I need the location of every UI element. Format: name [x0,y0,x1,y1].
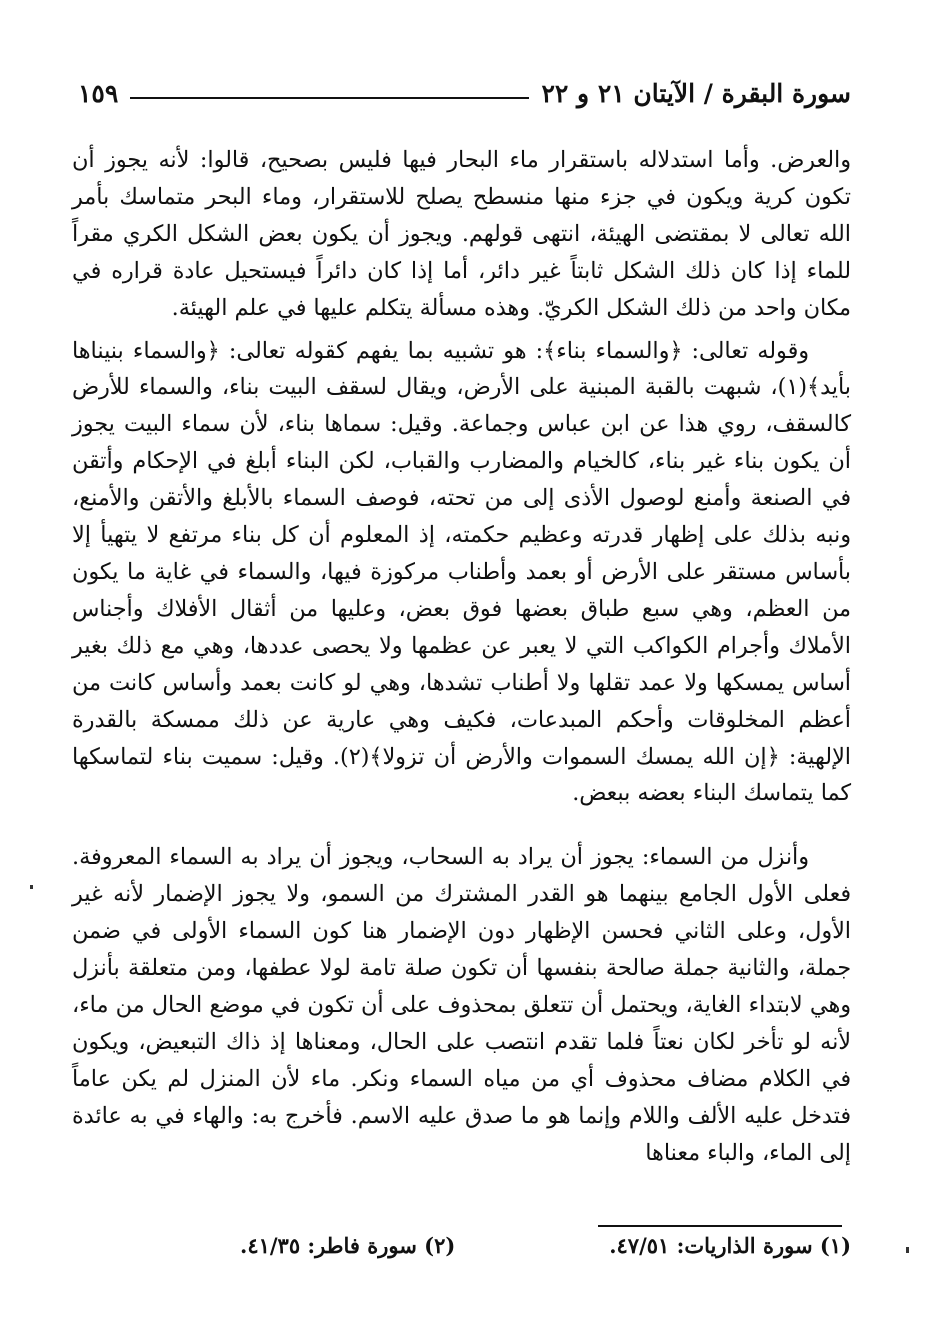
scan-speck [906,1247,909,1253]
footnote: (٢) سورة فاطر: ٤١/٣٥. [240,1233,456,1258]
footnotes [240,1230,851,1262]
running-header [78,66,851,106]
header-rule [130,97,529,99]
paragraph: وقوله تعالى: ﴿والسماء بناء﴾: هو تشبيه بما يفهم كقوله تعالى: ﴿والسماء بنيناها بأيد﴾(١)، شبهت بالقبة المبنية على الأرض، ويقال لسقف البيت بناء، والسماء للأرض كالسقف، روي هذا عن ابن عباس وجماعة. وقيل: سماها بناء، لأن سماء البيت يجوز أن يكون بناء غير بناء، كالخيام والمضارب والقباب، لكن البناء أبلغ في الإحكام وأتقن في الصنعة وأمنع لوصول الأذى إلى من تحته، فوصف السماء بالأبلغ والأتقن والأمنع، ونبه بذلك على إظهار قدرته وعظيم حكمته، إذ المعلوم أن كل بناء مرتفع لا يتهيأ إلا بأساس مستقر على الأرض أو بعمد وأطناب مركوزة فيها، والسماء في غاية ما يكون من العظم، وهي سبع طباق بعضها فوق بعض، وعليها من أثقال الأفلاك وأجناس الأملاك وأجرام الكواكب التي لا يعبر عن عظمها ولا يحصى عددها، وهي مع ذلك بغير أساس يمسكها ولا عمد تقلها ولا أطناب تشدها، وهي لو كانت بعمد وأساس كانت من أعظم المخلوقات وأحكم المبدعات، فكيف وهي عارية عن ذلك ممسكة بالقدرة الإلهية: ﴿إن الله يمسك السموات والأرض أن تزولا﴾(٢). وقيل: سميت بناء لتماسكها كما يتماسك البناء بعضه ببعض. [72,337,851,807]
main-text [72,142,851,1171]
footnote: (١) سورة الذاريات: ٤٧/٥١. [609,1233,851,1258]
scan-speck [30,885,33,889]
paragraph: وأنزل من السماء: يجوز أن يراد به السحاب، ويجوز أن يراد به السماء المعروفة. فعلى الأول الجامع بينهما هو القدر المشترك من السمو، ولا يجوز الإضمار لأنه غير الأول، وعلى الثاني فحسن الإظهار دون الإضمار هنا كون السماء الأولى في ضمن جملة، والثانية جملة صالحة بنفسها أن تكون صلة تامة لولا عطفها، ومن متعلقة بأنزل وهي لابتداء الغاية، ويحتمل أن تتعلق بمحذوف على أن تكون في موضع الحال من ماء، لأنه لو تأخر لكان نعتاً فلما تقدم انتصب على الحال، ومعناها إذ ذاك التبعيض، ويكون في الكلام مضاف محذوف أي من مياه السماء ونكر. ماء لأن المنزل لم يكن عاماً فتدخل عليه الألف واللام وإنما هو ما صدق عليه الاسم. فأخرج به: والهاء في به عائدة إلى الماء، والباء معناها [72,844,851,1166]
footnote-separator [598,1225,842,1227]
paragraph: والعرض. وأما استدلاله باستقرار ماء البحار فيها فليس بصحيح، قالوا: لأنه يجوز أن تكون كرية ويكون في جزء منها منسطح يصلح للاستقرار، وماء البحر متماسك بأمر الله تعالى لا بمقتضى الهيئة، انتهى قولهم. ويجوز أن يكون بعض الشكل الكري مقراً للماء إذا كان ذلك الشكل ثابتاً غير دائر، أما إذا كان دائراً فيستحيل عادة قراره في مكان واحد من ذلك الشكل الكريّ. وهذه مسألة يتكلم عليها في علم الهيئة. [72,147,851,321]
page-number: ١٥٩ [78,79,119,108]
chapter-title: سورة البقرة / الآيتان ٢١ و ٢٢ [541,79,851,108]
